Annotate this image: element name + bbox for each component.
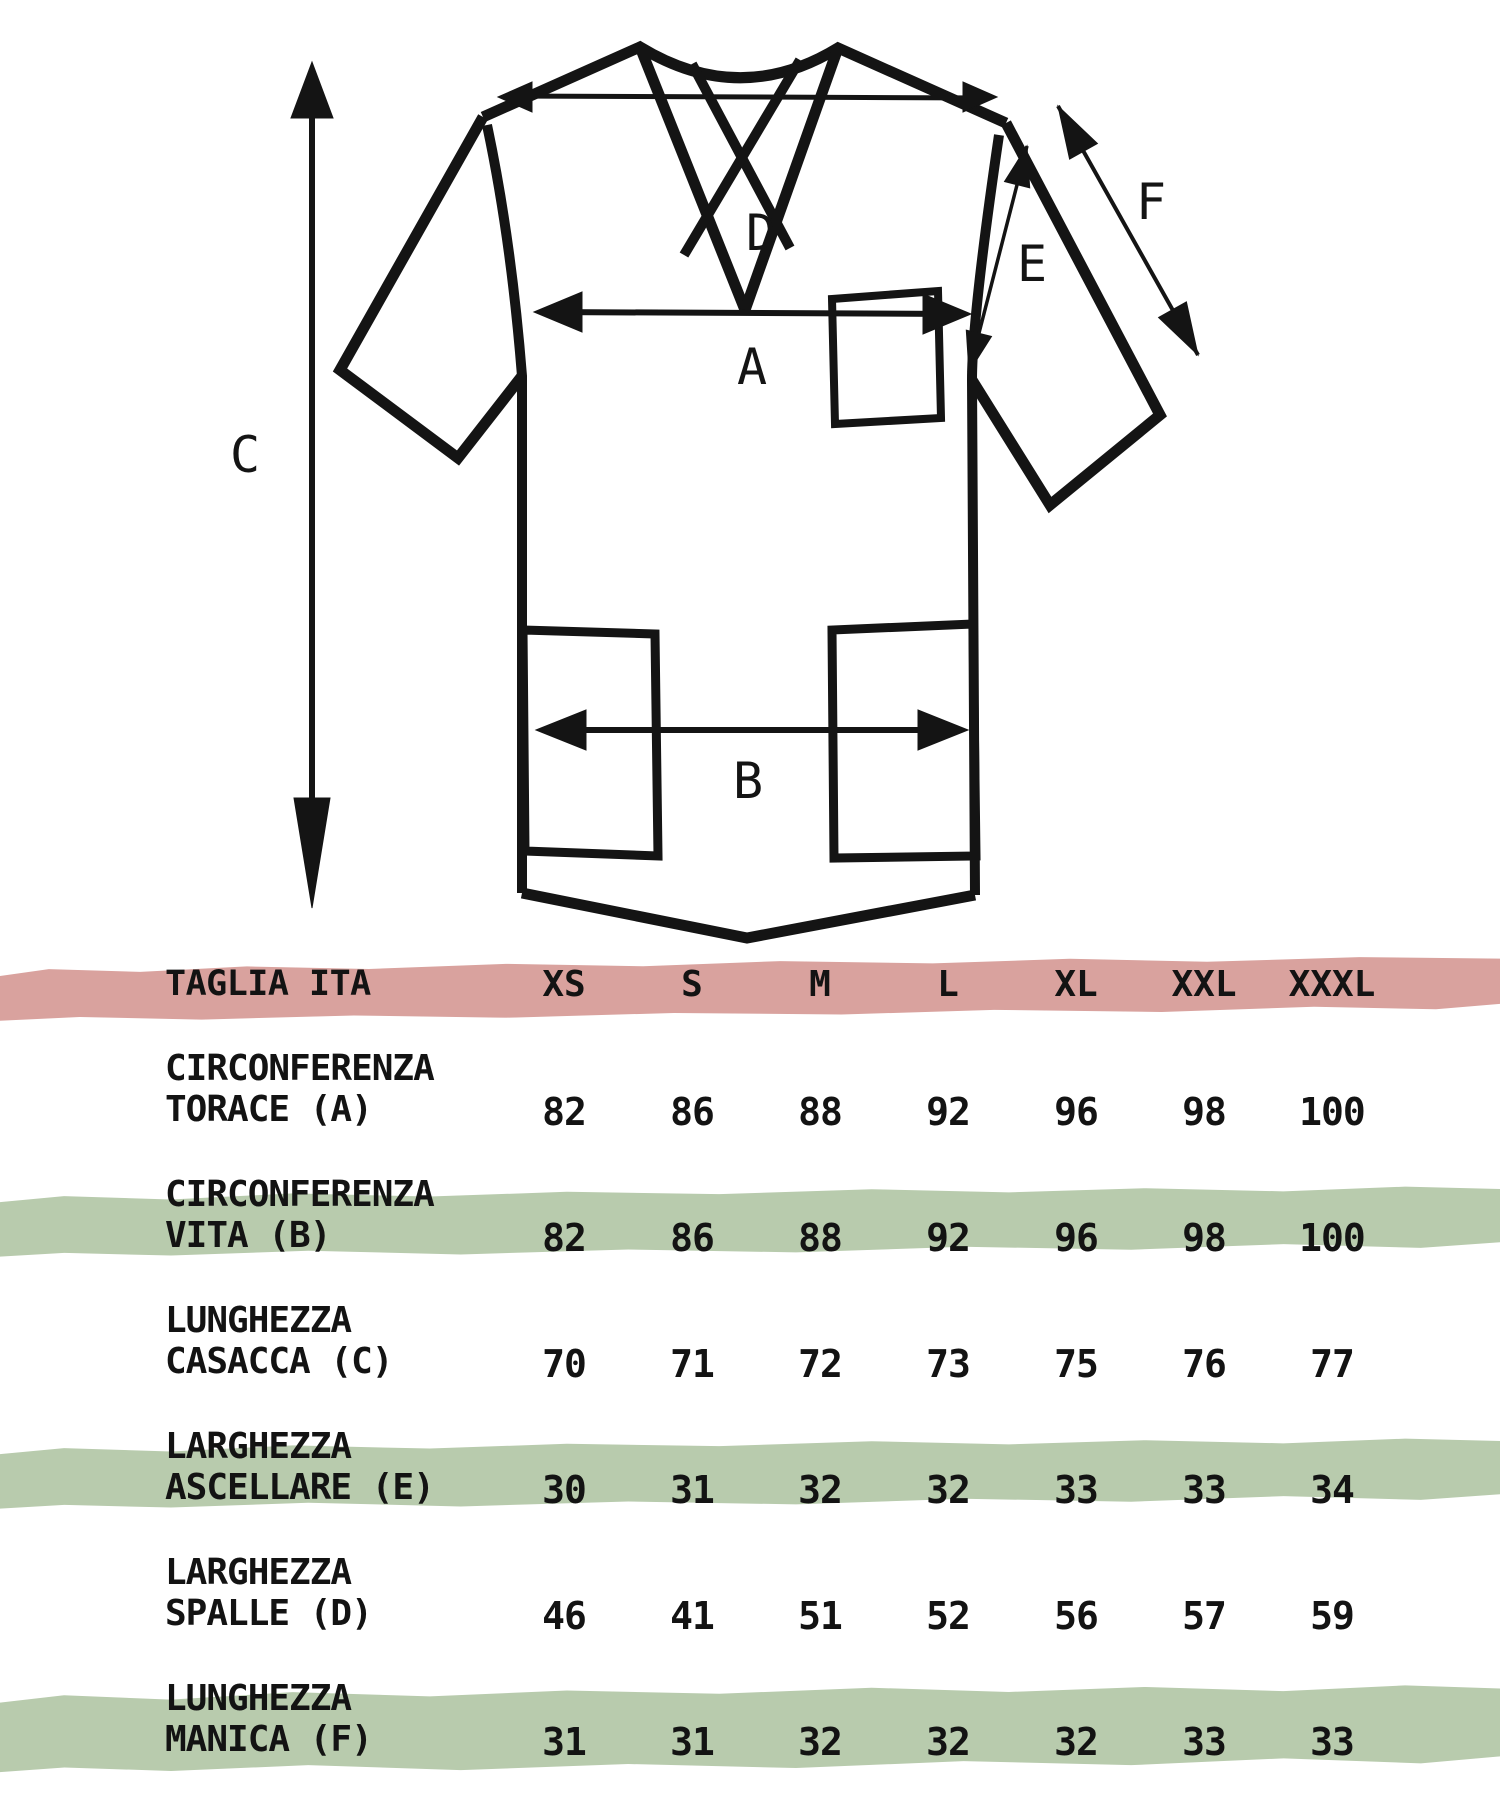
size-table: [0, 950, 1500, 1796]
row-label-line1: LARGHEZZA: [165, 1552, 352, 1593]
header-size-xxxl: XXXL: [1288, 964, 1376, 1005]
cell-value: 51: [798, 1594, 842, 1638]
row-label-line2: TORACE (A): [165, 1089, 372, 1130]
collar-right-outer-line: [745, 48, 838, 310]
cell-value: 31: [670, 1720, 714, 1764]
cell-value: 70: [542, 1342, 586, 1386]
row-label-line2: ASCELLARE (E): [165, 1467, 434, 1508]
label-c: C: [229, 426, 261, 484]
header-size-xxl: XXL: [1171, 964, 1237, 1005]
row-label: [0, 1292, 500, 1382]
cell-value: 34: [1310, 1468, 1354, 1512]
cell-value: 32: [926, 1720, 970, 1764]
cell-value: 92: [926, 1216, 970, 1260]
cell-value: 56: [1054, 1594, 1098, 1638]
cell-value: 33: [1182, 1468, 1226, 1512]
cell-value: 59: [1310, 1594, 1354, 1638]
row-label-line2: MANICA (F): [165, 1719, 372, 1760]
table-row-manica: [0, 1670, 1500, 1796]
arrow-b: [536, 710, 968, 750]
cell-value: 33: [1182, 1720, 1226, 1764]
cell-value: 100: [1299, 1216, 1365, 1260]
label-d: D: [745, 204, 777, 262]
label-a: A: [736, 338, 768, 396]
row-label-line2: VITA (B): [165, 1215, 331, 1256]
right-sleeve-outline: [972, 123, 1160, 505]
header-label: TAGLIA ITA: [165, 964, 371, 1004]
row-label: [0, 1670, 500, 1760]
cell-value: 86: [670, 1090, 714, 1134]
arrow-f: [1058, 106, 1198, 355]
cell-value: 33: [1054, 1468, 1098, 1512]
label-b: B: [732, 752, 764, 810]
cell-value: 82: [542, 1216, 586, 1260]
header-size-l: L: [937, 964, 959, 1005]
cell-value: 88: [798, 1090, 842, 1134]
row-label-line1: LUNGHEZZA: [165, 1678, 352, 1719]
cell-value: 32: [798, 1468, 842, 1512]
table-row-vita: [0, 1166, 1500, 1292]
cell-value: 82: [542, 1090, 586, 1134]
cell-value: 31: [670, 1468, 714, 1512]
cell-value: 98: [1182, 1216, 1226, 1260]
cell-value: 92: [926, 1090, 970, 1134]
row-label: [0, 1544, 500, 1634]
table-row-torace: [0, 1040, 1500, 1166]
row-label-line1: LUNGHEZZA: [165, 1300, 352, 1341]
cell-value: 57: [1182, 1594, 1226, 1638]
table-row-ascellare: [0, 1418, 1500, 1544]
header-size-xs: XS: [542, 964, 586, 1005]
cell-value: 96: [1054, 1216, 1098, 1260]
row-label: [0, 1166, 500, 1256]
row-label-line1: CIRCONFERENZA: [165, 1048, 434, 1089]
cell-value: 100: [1299, 1090, 1365, 1134]
shoulders-and-neck-outline: [483, 47, 1006, 123]
table-row-casacca: [0, 1292, 1500, 1418]
cell-value: 98: [1182, 1090, 1226, 1134]
table-header-row: [0, 950, 1500, 1040]
cell-value: 88: [798, 1216, 842, 1260]
cell-value: 73: [926, 1342, 970, 1386]
cell-value: 75: [1054, 1342, 1098, 1386]
arrow-c: [291, 62, 333, 908]
left-bottom-pocket: [523, 630, 658, 856]
cell-value: 32: [1054, 1720, 1098, 1764]
cell-value: 71: [670, 1342, 714, 1386]
hem-edge: [522, 893, 975, 938]
cell-value: 30: [542, 1468, 586, 1512]
right-bottom-pocket: [832, 624, 976, 858]
cell-value: 33: [1310, 1720, 1354, 1764]
row-label-line2: SPALLE (D): [165, 1593, 372, 1634]
cell-value: 96: [1054, 1090, 1098, 1134]
label-e: E: [1016, 235, 1048, 293]
header-size-xl: XL: [1054, 964, 1098, 1005]
cell-value: 76: [1182, 1342, 1226, 1386]
cell-value: 52: [926, 1594, 970, 1638]
header-size-s: S: [681, 964, 703, 1005]
cell-value: 41: [670, 1594, 714, 1638]
row-label-line1: LARGHEZZA: [165, 1426, 352, 1467]
header-size-m: M: [809, 964, 831, 1005]
row-label: [0, 1418, 500, 1508]
body-left-edge: [487, 125, 522, 893]
label-f: F: [1135, 173, 1167, 231]
cell-value: 86: [670, 1216, 714, 1260]
cell-value: 46: [542, 1594, 586, 1638]
table-row-spalle: [0, 1544, 1500, 1670]
row-label-line1: CIRCONFERENZA: [165, 1174, 434, 1215]
cell-value: 31: [542, 1720, 586, 1764]
cell-value: 32: [926, 1468, 970, 1512]
cell-value: 32: [798, 1720, 842, 1764]
cell-value: 77: [1310, 1342, 1354, 1386]
row-label: [0, 1040, 500, 1130]
cell-value: 72: [798, 1342, 842, 1386]
row-label-line2: CASACCA (C): [165, 1341, 393, 1382]
